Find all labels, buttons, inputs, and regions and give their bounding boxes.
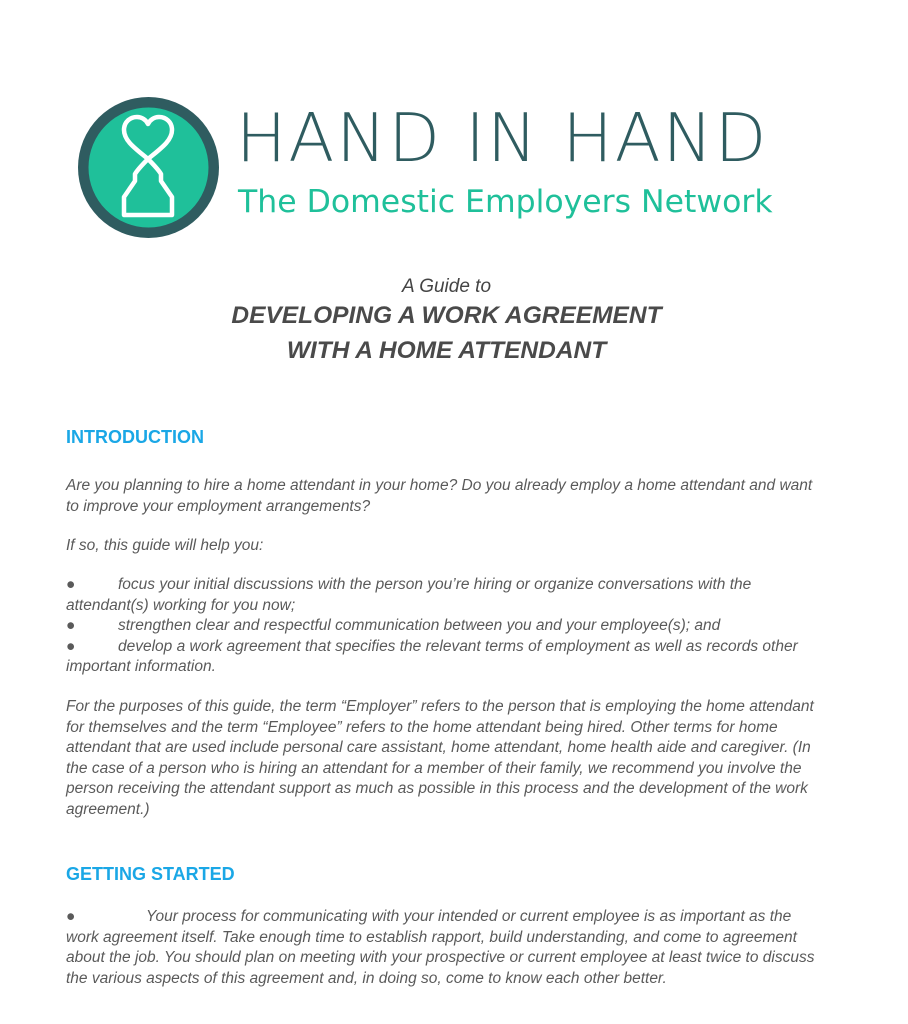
intro-paragraph-1: Are you planning to hire a home attendant in your home? Do you already employ a home attendant and want to improve your employment arrangements? xyxy=(66,477,813,515)
document-title-line-2: WITH A HOME ATTENDANT xyxy=(286,337,607,364)
intro-bullet-list xyxy=(66,575,826,678)
heart-hourglass-icon xyxy=(78,97,219,238)
bullet-icon: ● xyxy=(66,908,76,925)
brand-name: HAND IN HAND xyxy=(236,99,769,177)
getting-started-text: Your process for communicating with your intended or current employee is as important as the work agreement itself. Take enough time to establish rapport, build understanding, and come to agreement about the job. You should plan on meeting with your prospective or current employee at least twice to discuss the various aspects of this agreement and, in doing so, come to know each other better. xyxy=(66,908,815,987)
introduction-heading: INTRODUCTION xyxy=(66,427,204,447)
bullet-icon: ● xyxy=(66,637,76,655)
brand-tagline: The Domestic Employers Network xyxy=(238,184,773,220)
bullet-text: develop a work agreement that specifies the relevant terms of employment as well as records other important information. xyxy=(66,637,798,675)
document-title-line-1: DEVELOPING A WORK AGREEMENT xyxy=(231,302,662,329)
list-item xyxy=(66,616,826,637)
intro-paragraph-3: For the purposes of this guide, the term “Employer” refers to the person that is employing the home attendant for themselves and the term “Employee” refers to the home attendant being hired. Other terms for home attendant that are used include personal care assistant, home attendant, home health aide and caregiver. (In the case of a person who is hiring an attendant for a member of their family, we recommend you involve the person receiving the attendant support as much as possible in this process and the development of the work agreement.) xyxy=(66,698,814,818)
bullet-icon: ● xyxy=(66,576,76,593)
getting-started-paragraph xyxy=(66,907,826,989)
intro-paragraph-2: If so, this guide will help you: xyxy=(66,537,264,554)
bullet-icon: ● xyxy=(66,617,76,634)
bullet-text: strengthen clear and respectful communication between you and your employee(s); and xyxy=(118,617,721,634)
list-item xyxy=(66,575,826,616)
bullet-text: focus your initial discussions with the person you’re hiring or organize conversations with the attendant(s) working for you now; xyxy=(66,576,752,614)
list-item xyxy=(66,637,826,678)
getting-started-heading: GETTING STARTED xyxy=(66,864,235,884)
brand-logo xyxy=(78,95,828,240)
guide-intro-line: A Guide to xyxy=(401,276,492,297)
